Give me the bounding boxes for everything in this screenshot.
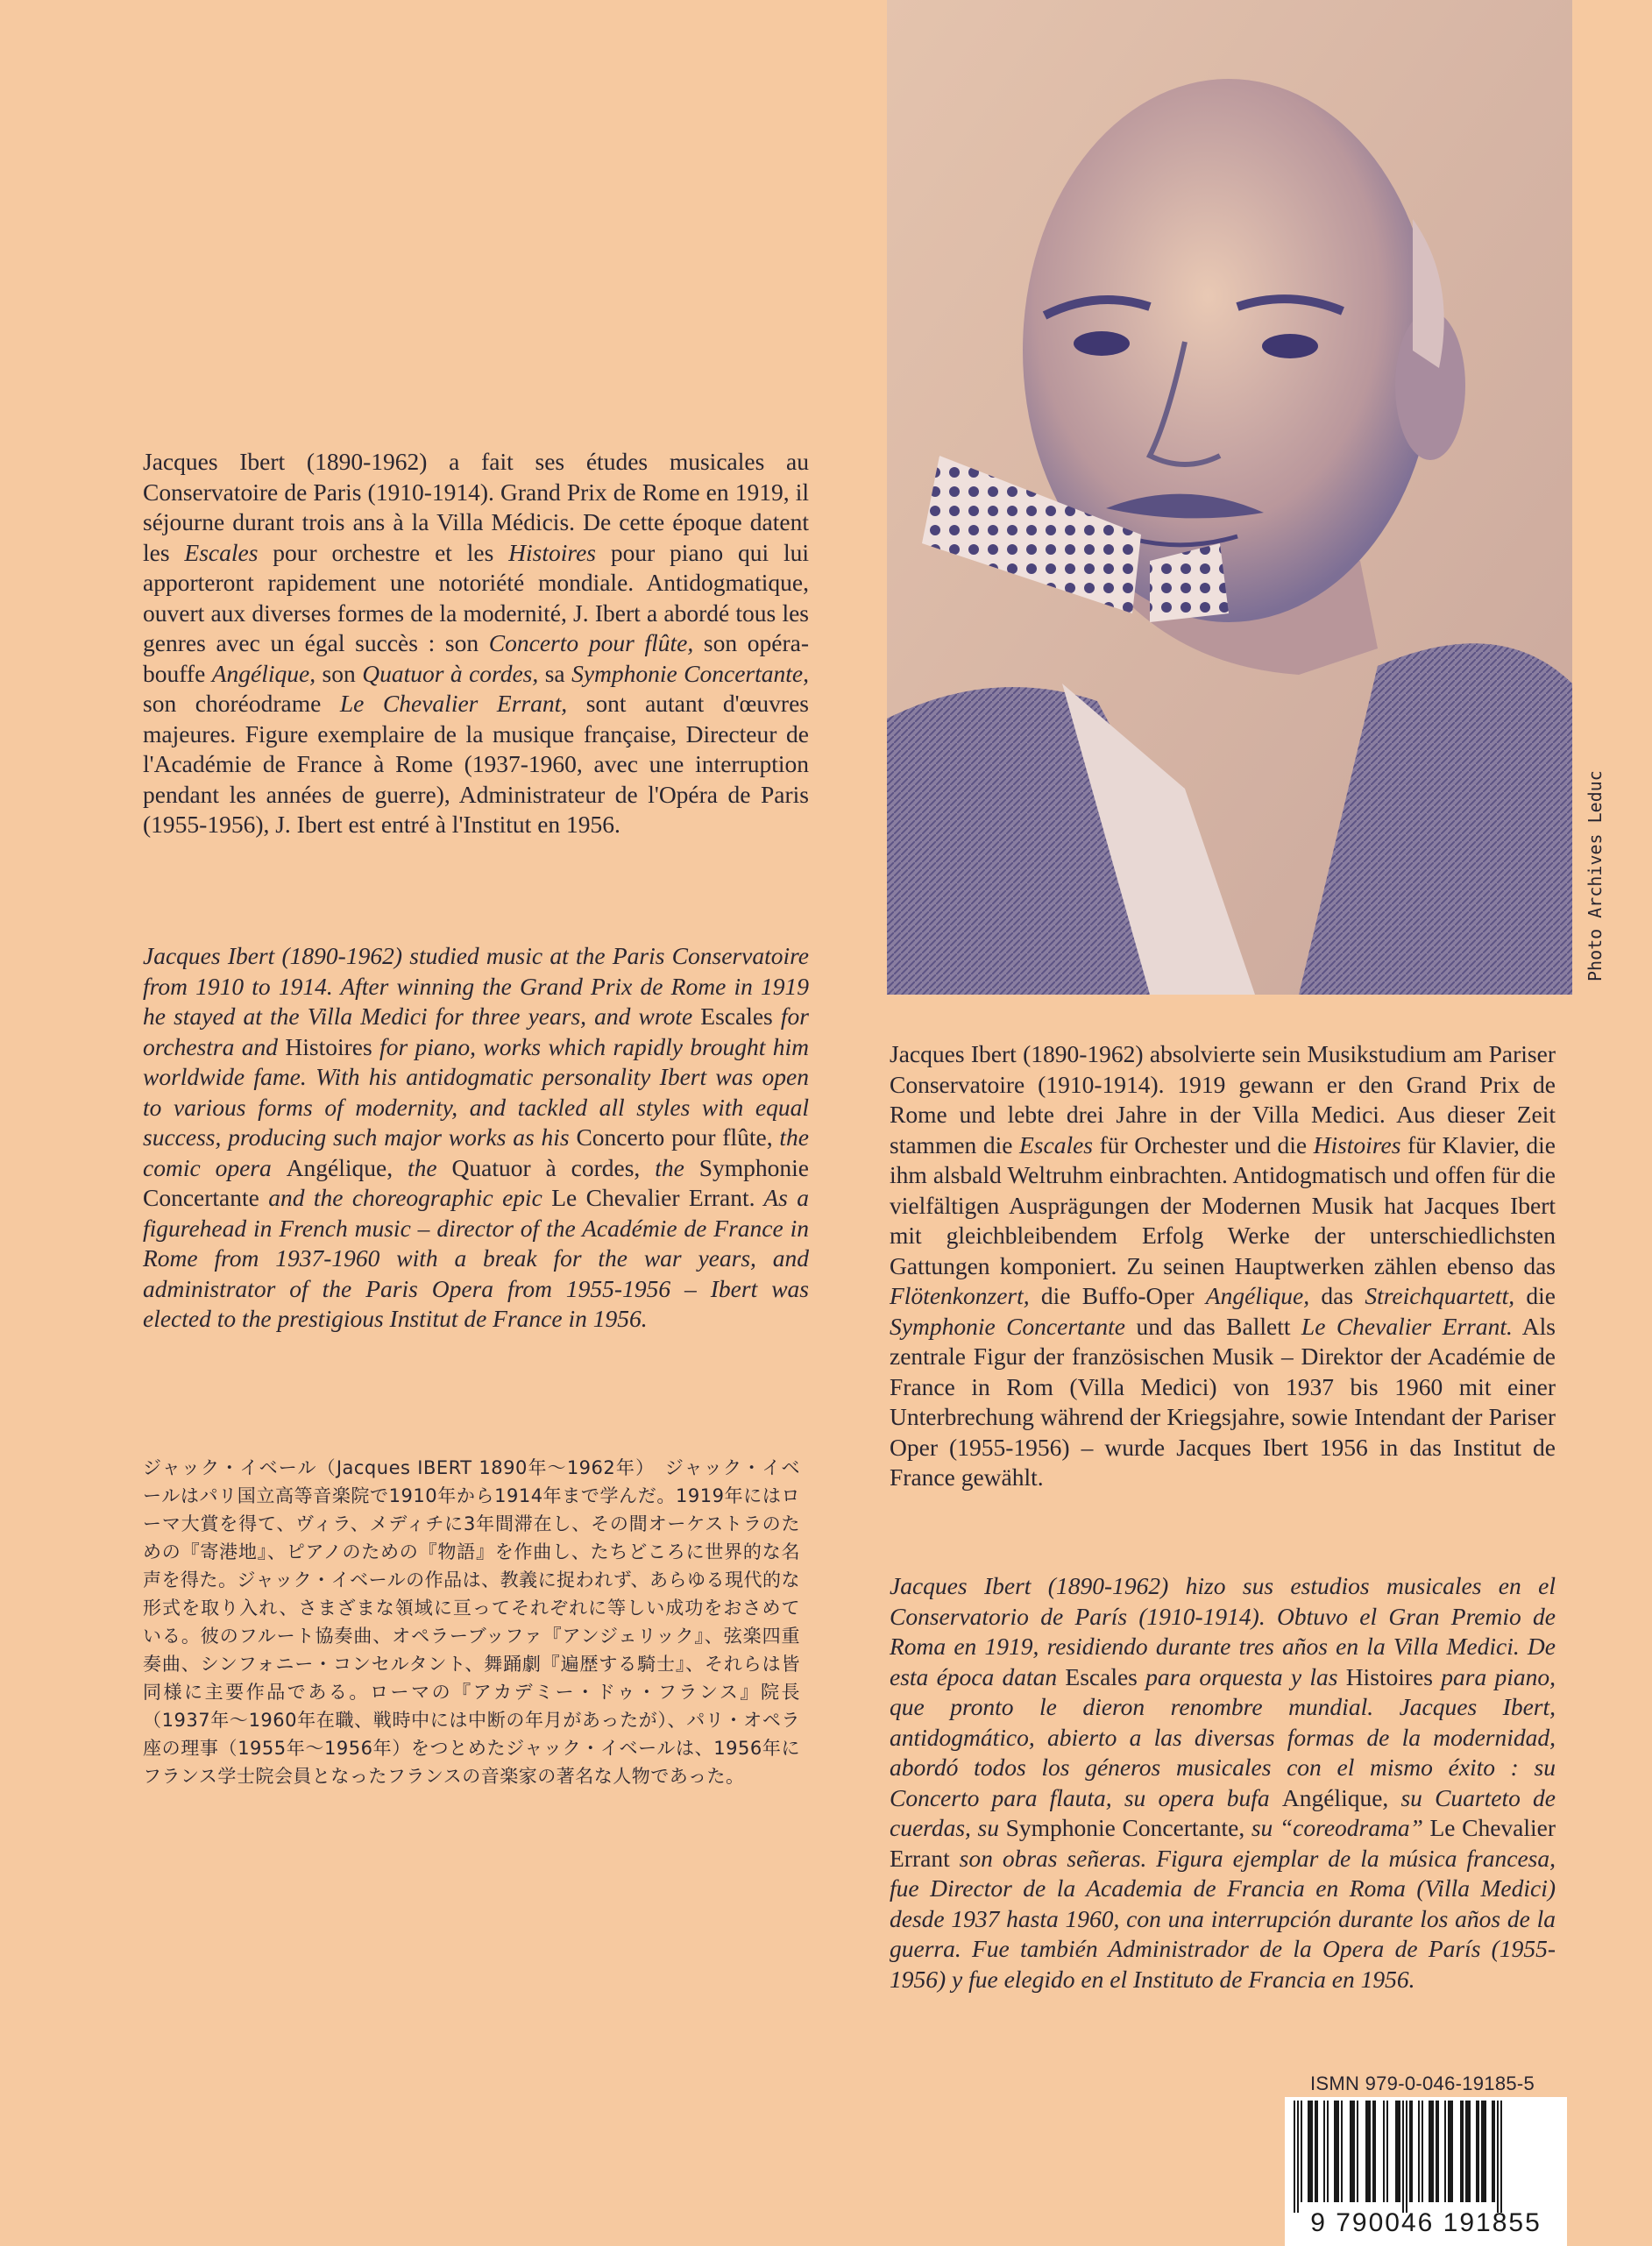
barcode-bar bbox=[1481, 2101, 1486, 2202]
barcode-bar bbox=[1383, 2101, 1385, 2202]
barcode-bar bbox=[1294, 2101, 1295, 2213]
text-run: Le Chevalier Errant bbox=[890, 1814, 1556, 1872]
barcode-bar bbox=[1436, 2101, 1439, 2202]
text-run: Jacques Ibert (1890-1962) hizo sus estudios musicales en el Conservatorio de París (1910-1914). Obtuvo el Gran Premio de Roma en 1919, residiendo durante tres años en la Villa Medici. De esta época datan bbox=[890, 1572, 1556, 1690]
text-run: the bbox=[640, 1153, 699, 1181]
text-run: sont autant d'œuvres majeures. Figure exemplaire de la musique française, Directeur de l'Académie de France à Rome (1937-1960, avec une interruption pendant les années de guerre), Administrateur de l'Opéra de Paris (1955-1956), J. Ibert est entré à l'Institut en 1956. bbox=[143, 690, 809, 838]
barcode-bar bbox=[1357, 2101, 1358, 2202]
text-run: Escales bbox=[1019, 1130, 1094, 1158]
barcode-bar bbox=[1323, 2101, 1325, 2202]
text-run: Flötenkonzert, bbox=[890, 1282, 1030, 1309]
barcode-bar bbox=[1301, 2101, 1302, 2202]
text-run: Angélique, bbox=[1281, 1783, 1389, 1811]
text-run: As a figurehead in French music – director of the Académie de France in Rome from 1937-1960 with a break for the war years, and administrator of the Paris Opera from 1955-1956 – Ibert was elected to the prestigious Institut de France in 1956. bbox=[143, 1184, 809, 1332]
text-run: für Orchester und die bbox=[1093, 1130, 1314, 1158]
barcode-bar bbox=[1334, 2101, 1339, 2202]
barcode-digits: 9 790046 191855 bbox=[1310, 2208, 1542, 2237]
text-run: Symphonie Concertante bbox=[143, 1153, 809, 1211]
text-run: Streichquartett, bbox=[1365, 1282, 1515, 1309]
barcode-bar bbox=[1500, 2101, 1502, 2213]
text-run: son bbox=[316, 659, 363, 687]
ismn-number: ISMN 979-0-046-19185-5 bbox=[1310, 2072, 1535, 2094]
barcode-bar bbox=[1444, 2101, 1446, 2202]
composer-portrait-photo bbox=[887, 0, 1572, 995]
text-run: Angélique, bbox=[286, 1153, 394, 1181]
barcode-bar bbox=[1460, 2101, 1464, 2202]
biography-japanese: ジャック・イベール（Jacques IBERT 1890年〜1962年） ジャック・イベールはパリ国立高等音楽院で1910年から1914年まで学んだ。1919年にはローマ大賞を得て、ヴィラ、メディチに3年間滞在し、その間オーケストラのための『寄港地』、ピアノのための『物語』を作曲し、たちどころに世界的な名声を得た。ジャック・イベールの作品は、教義に捉われず、あらゆる現代的な形式を取り入れ、さまざまな領域に亘ってそれぞれに等しい成功をおさめている。彼のフルート協奏曲、オペラーブッファ『アンジェリック』、弦楽四重奏曲、シンフォニー・コンセルタント、舞踊劇『遍歴する騎士』、それらは皆同様に主要作品である。ローマの『アカデミー・ドゥ・フランス』院長（1937年〜1960年在職、戦時中には中断の年月があったが）、パリ・オペラ座の理事（1955年〜1956年）をつとめたジャック・イベールは、1956年にフランス学士院会員となったフランスの音楽家の著名な人物であった。 bbox=[143, 1457, 800, 1787]
biography-spanish bbox=[890, 1571, 1556, 1994]
barcode-bar bbox=[1395, 2101, 1400, 2202]
barcode-bar bbox=[1350, 2101, 1355, 2202]
text-run: Symphonie Concertante, bbox=[1005, 1814, 1245, 1841]
biography-german bbox=[890, 1039, 1556, 1493]
text-run: sa bbox=[538, 659, 572, 687]
photo-credit: Photo Archives Leduc bbox=[1585, 770, 1606, 981]
text-run: Symphonie Concertante bbox=[890, 1312, 1126, 1340]
barcode-bar bbox=[1327, 2101, 1329, 2202]
text-run: Concerto pour flûte, bbox=[488, 629, 694, 656]
text-run: the comic opera bbox=[143, 1123, 809, 1181]
barcode-bar bbox=[1418, 2101, 1420, 2202]
barcode-bar bbox=[1422, 2101, 1423, 2202]
text-run: Le Chevalier Errant, bbox=[339, 690, 568, 717]
biography-french bbox=[143, 447, 809, 840]
barcode-bar bbox=[1365, 2101, 1371, 2202]
text-run: Escales bbox=[1065, 1662, 1138, 1690]
text-run: die bbox=[1514, 1282, 1556, 1309]
text-run: Le Chevalier Errant. bbox=[551, 1184, 755, 1211]
text-run: Jacques Ibert (1890-1962) a fait ses études musicales au Conservatoire de Paris (1910-1914). Grand Prix de Rome en 1919, il séjourne durant trois ans à la Villa Médicis. De cette époque datent les bbox=[143, 448, 809, 566]
text-run: son opéra-bouffe bbox=[143, 629, 809, 687]
text-run: para orquesta y las bbox=[1137, 1662, 1346, 1690]
barcode-bar bbox=[1465, 2101, 1471, 2202]
text-run: su Cuarteto de cuerdas, su bbox=[890, 1783, 1556, 1841]
barcode-bar bbox=[1476, 2101, 1479, 2202]
barcode-bar bbox=[1402, 2101, 1404, 2213]
text-run: Histoires bbox=[285, 1032, 372, 1060]
barcode-bar bbox=[1315, 2101, 1318, 2202]
text-run: Angélique, bbox=[1205, 1282, 1310, 1309]
text-run: Histoires bbox=[1313, 1130, 1401, 1158]
text-run: pour piano qui lui apporteront rapidement une notoriété mondiale. Antidogmatique, ouvert aux diverses formes de la modernité, J. Ibert a abordé tous les genres avec un égal succès : son bbox=[143, 538, 809, 656]
barcode-bar bbox=[1297, 2101, 1299, 2213]
text-run: para piano, que pronto le dieron renombre mundial. Jacques Ibert, antidogmático, abierto a las diversas formas de la modernidad, abordó todos los géneros musicales con el mismo éxito : su Concerto para flauta, su opera bufa bbox=[890, 1662, 1556, 1811]
text-run: Histoires bbox=[1345, 1662, 1433, 1690]
barcode-bar bbox=[1386, 2101, 1388, 2202]
text-run: for piano, works which rapidly brought him worldwide fame. With his antidogmatic personality Ibert was open to various forms of modernity, and tackled all styles with equal success, producing such major works as his bbox=[143, 1032, 809, 1151]
barcode-bar bbox=[1429, 2101, 1434, 2202]
text-run: für Klavier, die ihm alsbald Weltruhm einbrachten. Antidogmatisch und offen für die vielfältigen Ausprägungen der Modernen Musik hat Jacques Ibert mit gleichbleibendem Erfolg Werke der unterschiedlichsten Gattungen komponiert. Zu seinen Hauptwerken zählen ebenso das bbox=[890, 1130, 1556, 1279]
text-run: und das Ballett bbox=[1125, 1312, 1301, 1340]
text-run: Quatuor à cordes, bbox=[451, 1153, 641, 1181]
text-run: Symphonie Concertante, bbox=[571, 659, 809, 687]
text-run: pour orchestre et les bbox=[258, 538, 509, 566]
text-run: Escales bbox=[700, 1003, 773, 1030]
barcode-bar bbox=[1497, 2101, 1499, 2213]
biography-english bbox=[143, 941, 809, 1335]
text-run: Jacques Ibert (1890-1962) studied music at the Paris Conservatoire from 1910 to 1914. After winning the Grand Prix de Rome in 1919 he stayed at the Villa Medici for three years, and wrote bbox=[143, 942, 809, 1030]
barcode-bar bbox=[1492, 2101, 1495, 2202]
barcode-bar bbox=[1308, 2101, 1313, 2202]
text-run: die Buffo-Oper bbox=[1029, 1282, 1206, 1309]
barcode-bar bbox=[1409, 2101, 1413, 2202]
text-run: Als zentrale Figur der französischen Musik – Direktor der Académie de France in Rom (Villa Medici) von 1937 bis 1960 mit einer Unterbrechung während der Kriegsjahre, sowie Intendant der Pariser Oper (1955-1956) – wurde Jacques Ibert 1956 in das Institut de France gewählt. bbox=[890, 1312, 1556, 1491]
barcode-bar bbox=[1341, 2101, 1343, 2202]
text-run: Escales bbox=[184, 538, 259, 566]
text-run: son obras señeras. Figura ejemplar de la música francesa, fue Director de la Academia de Francia en Roma (Villa Medici) desde 1937 hasta 1960, con una interrupción durante los años de la guerra. Fue también Administrador de la Opera de París (1955-1956) y fue elegido en el Instituto de Francia en 1956. bbox=[890, 1844, 1556, 1993]
text-run: for orchestra and bbox=[143, 1003, 809, 1060]
barcode-bar bbox=[1406, 2101, 1407, 2213]
text-run: Angélique, bbox=[211, 659, 316, 687]
text-run: su “coreodrama” bbox=[1244, 1814, 1430, 1841]
text-run: Histoires bbox=[508, 538, 596, 566]
text-run: son choréodrame bbox=[143, 690, 340, 717]
text-run: and the choreographic epic bbox=[259, 1184, 552, 1211]
portrait-illustration bbox=[887, 0, 1572, 995]
barcode-bar bbox=[1448, 2101, 1453, 2202]
text-run: Le Chevalier Errant. bbox=[1301, 1312, 1513, 1340]
text-run: Quatuor à cordes, bbox=[362, 659, 539, 687]
text-run: Concerto pour flûte, bbox=[576, 1123, 773, 1151]
barcode-bar bbox=[1372, 2101, 1376, 2202]
text-run: Jacques Ibert (1890-1962) absolvierte sein Musikstudium am Pariser Conservatoire (1910-1914). 1919 gewann er den Grand Prix de Rome und lebte drei Jahre in der Villa Medici. Aus dieser Zeit stammen die bbox=[890, 1040, 1556, 1158]
text-run: the bbox=[393, 1153, 452, 1181]
text-run: das bbox=[1309, 1282, 1365, 1309]
